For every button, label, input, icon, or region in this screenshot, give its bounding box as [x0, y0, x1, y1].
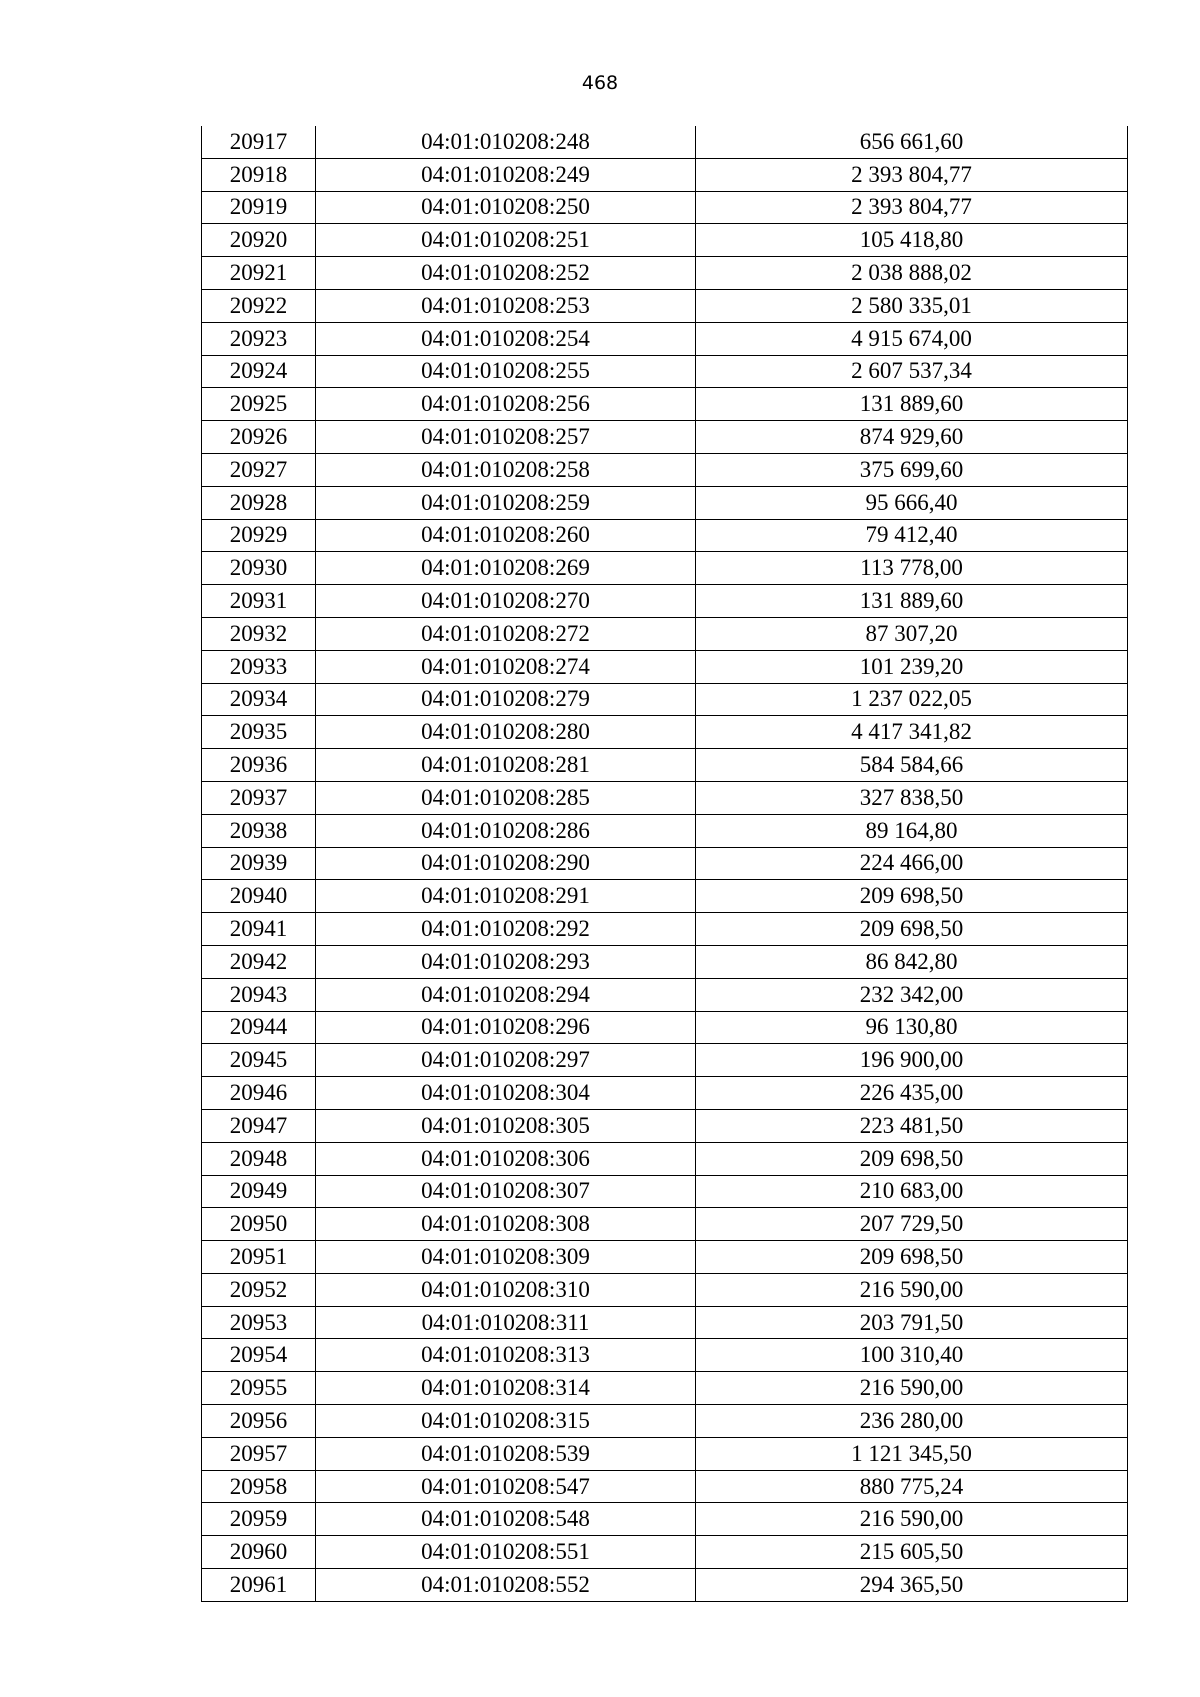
cadastral-number-cell: 04:01:010208:254: [316, 322, 696, 355]
cadastral-value-cell: 2 393 804,77: [696, 158, 1128, 191]
cadastral-number-cell: 04:01:010208:251: [316, 224, 696, 257]
cadastral-value-cell: 100 310,40: [696, 1339, 1128, 1372]
cadastral-number-cell: 04:01:010208:274: [316, 650, 696, 683]
table-body: [202, 126, 1128, 1601]
row-number-cell: 20930: [202, 552, 316, 585]
row-number-cell: 20960: [202, 1536, 316, 1569]
row-number-cell: 20952: [202, 1273, 316, 1306]
cadastral-number-cell: 04:01:010208:250: [316, 191, 696, 224]
row-number-cell: 20926: [202, 421, 316, 454]
table-row: [202, 585, 1128, 618]
row-number-cell: 20953: [202, 1306, 316, 1339]
cadastral-number-cell: 04:01:010208:258: [316, 453, 696, 486]
cadastral-number-cell: 04:01:010208:256: [316, 388, 696, 421]
cadastral-number-cell: 04:01:010208:292: [316, 913, 696, 946]
cadastral-number-cell: 04:01:010208:548: [316, 1503, 696, 1536]
cadastral-value-cell: 232 342,00: [696, 978, 1128, 1011]
row-number-cell: 20920: [202, 224, 316, 257]
row-number-cell: 20949: [202, 1175, 316, 1208]
row-number-cell: 20937: [202, 781, 316, 814]
cadastral-value-cell: 209 698,50: [696, 880, 1128, 913]
row-number-cell: 20924: [202, 355, 316, 388]
table-row: [202, 1470, 1128, 1503]
cadastral-value-cell: 2 038 888,02: [696, 257, 1128, 290]
cadastral-value-cell: 113 778,00: [696, 552, 1128, 585]
row-number-cell: 20957: [202, 1437, 316, 1470]
cadastral-number-cell: 04:01:010208:306: [316, 1142, 696, 1175]
table-row: [202, 880, 1128, 913]
table-row: [202, 552, 1128, 585]
cadastral-value-cell: 207 729,50: [696, 1208, 1128, 1241]
row-number-cell: 20935: [202, 716, 316, 749]
cadastral-number-cell: 04:01:010208:259: [316, 486, 696, 519]
row-number-cell: 20948: [202, 1142, 316, 1175]
cadastral-number-cell: 04:01:010208:552: [316, 1569, 696, 1602]
cadastral-value-cell: 4 417 341,82: [696, 716, 1128, 749]
table-row: [202, 1142, 1128, 1175]
cadastral-number-cell: 04:01:010208:308: [316, 1208, 696, 1241]
cadastral-number-cell: 04:01:010208:294: [316, 978, 696, 1011]
table-row: [202, 322, 1128, 355]
row-number-cell: 20938: [202, 814, 316, 847]
cadastral-value-table: [201, 126, 1128, 1602]
row-number-cell: 20942: [202, 945, 316, 978]
cadastral-number-cell: 04:01:010208:269: [316, 552, 696, 585]
cadastral-number-cell: 04:01:010208:255: [316, 355, 696, 388]
row-number-cell: 20929: [202, 519, 316, 552]
table-row: [202, 486, 1128, 519]
row-number-cell: 20959: [202, 1503, 316, 1536]
table-row: [202, 158, 1128, 191]
cadastral-number-cell: 04:01:010208:290: [316, 847, 696, 880]
table-row: [202, 257, 1128, 290]
table-row: [202, 388, 1128, 421]
table-row: [202, 1372, 1128, 1405]
table-row: [202, 847, 1128, 880]
table-row: [202, 749, 1128, 782]
cadastral-value-cell: 216 590,00: [696, 1372, 1128, 1405]
cadastral-value-cell: 215 605,50: [696, 1536, 1128, 1569]
table-row: [202, 224, 1128, 257]
cadastral-value-cell: 216 590,00: [696, 1273, 1128, 1306]
row-number-cell: 20958: [202, 1470, 316, 1503]
cadastral-value-cell: 223 481,50: [696, 1109, 1128, 1142]
table-row: [202, 1175, 1128, 1208]
row-number-cell: 20927: [202, 453, 316, 486]
cadastral-value-cell: 1 237 022,05: [696, 683, 1128, 716]
table-row: [202, 617, 1128, 650]
cadastral-number-cell: 04:01:010208:248: [316, 126, 696, 158]
cadastral-value-cell: 327 838,50: [696, 781, 1128, 814]
row-number-cell: 20945: [202, 1044, 316, 1077]
cadastral-number-cell: 04:01:010208:551: [316, 1536, 696, 1569]
cadastral-number-cell: 04:01:010208:311: [316, 1306, 696, 1339]
row-number-cell: 20947: [202, 1109, 316, 1142]
cadastral-value-cell: 224 466,00: [696, 847, 1128, 880]
cadastral-number-cell: 04:01:010208:547: [316, 1470, 696, 1503]
cadastral-value-cell: 101 239,20: [696, 650, 1128, 683]
cadastral-number-cell: 04:01:010208:291: [316, 880, 696, 913]
table-row: [202, 1208, 1128, 1241]
table-row: [202, 913, 1128, 946]
cadastral-number-cell: 04:01:010208:293: [316, 945, 696, 978]
cadastral-value-cell: 131 889,60: [696, 585, 1128, 618]
table-row: [202, 716, 1128, 749]
table-row: [202, 683, 1128, 716]
cadastral-number-cell: 04:01:010208:309: [316, 1241, 696, 1274]
cadastral-number-cell: 04:01:010208:296: [316, 1011, 696, 1044]
cadastral-number-cell: 04:01:010208:314: [316, 1372, 696, 1405]
cadastral-value-cell: 105 418,80: [696, 224, 1128, 257]
cadastral-value-cell: 210 683,00: [696, 1175, 1128, 1208]
cadastral-number-cell: 04:01:010208:272: [316, 617, 696, 650]
row-number-cell: 20934: [202, 683, 316, 716]
table-row: [202, 1536, 1128, 1569]
cadastral-number-cell: 04:01:010208:253: [316, 289, 696, 322]
table-row: [202, 1569, 1128, 1602]
table-row: [202, 650, 1128, 683]
cadastral-value-cell: 209 698,50: [696, 1241, 1128, 1274]
row-number-cell: 20931: [202, 585, 316, 618]
cadastral-value-cell: 2 580 335,01: [696, 289, 1128, 322]
cadastral-number-cell: 04:01:010208:270: [316, 585, 696, 618]
row-number-cell: 20922: [202, 289, 316, 322]
cadastral-value-cell: 79 412,40: [696, 519, 1128, 552]
row-number-cell: 20955: [202, 1372, 316, 1405]
cadastral-value-cell: 89 164,80: [696, 814, 1128, 847]
row-number-cell: 20917: [202, 126, 316, 158]
cadastral-value-cell: 216 590,00: [696, 1503, 1128, 1536]
cadastral-number-cell: 04:01:010208:280: [316, 716, 696, 749]
cadastral-value-cell: 96 130,80: [696, 1011, 1128, 1044]
row-number-cell: 20918: [202, 158, 316, 191]
cadastral-value-cell: 209 698,50: [696, 1142, 1128, 1175]
cadastral-number-cell: 04:01:010208:305: [316, 1109, 696, 1142]
row-number-cell: 20936: [202, 749, 316, 782]
row-number-cell: 20933: [202, 650, 316, 683]
row-number-cell: 20946: [202, 1077, 316, 1110]
cadastral-value-cell: 1 121 345,50: [696, 1437, 1128, 1470]
cadastral-value-cell: 294 365,50: [696, 1569, 1128, 1602]
cadastral-number-cell: 04:01:010208:285: [316, 781, 696, 814]
row-number-cell: 20941: [202, 913, 316, 946]
table-row: [202, 1077, 1128, 1110]
cadastral-value-cell: 226 435,00: [696, 1077, 1128, 1110]
cadastral-number-cell: 04:01:010208:260: [316, 519, 696, 552]
cadastral-value-cell: 584 584,66: [696, 749, 1128, 782]
page-number: 468: [581, 72, 619, 94]
cadastral-number-cell: 04:01:010208:304: [316, 1077, 696, 1110]
cadastral-number-cell: 04:01:010208:286: [316, 814, 696, 847]
row-number-cell: 20956: [202, 1405, 316, 1438]
table-row: [202, 1273, 1128, 1306]
cadastral-value-cell: 375 699,60: [696, 453, 1128, 486]
table-row: [202, 519, 1128, 552]
cadastral-number-cell: 04:01:010208:539: [316, 1437, 696, 1470]
table-row: [202, 289, 1128, 322]
cadastral-value-cell: 2 393 804,77: [696, 191, 1128, 224]
cadastral-value-cell: 2 607 537,34: [696, 355, 1128, 388]
row-number-cell: 20951: [202, 1241, 316, 1274]
row-number-cell: 20925: [202, 388, 316, 421]
cadastral-number-cell: 04:01:010208:252: [316, 257, 696, 290]
table-row: [202, 1306, 1128, 1339]
table-row: [202, 814, 1128, 847]
table-row: [202, 781, 1128, 814]
cadastral-value-cell: 209 698,50: [696, 913, 1128, 946]
cadastral-number-cell: 04:01:010208:313: [316, 1339, 696, 1372]
cadastral-value-cell: 95 666,40: [696, 486, 1128, 519]
table-row: [202, 1241, 1128, 1274]
table-row: [202, 978, 1128, 1011]
cadastral-number-cell: 04:01:010208:315: [316, 1405, 696, 1438]
row-number-cell: 20940: [202, 880, 316, 913]
table-row: [202, 355, 1128, 388]
row-number-cell: 20921: [202, 257, 316, 290]
table-row: [202, 1405, 1128, 1438]
table-row: [202, 1011, 1128, 1044]
table-row: [202, 453, 1128, 486]
row-number-cell: 20923: [202, 322, 316, 355]
cadastral-value-cell: 87 307,20: [696, 617, 1128, 650]
cadastral-value-cell: 656 661,60: [696, 126, 1128, 158]
row-number-cell: 20944: [202, 1011, 316, 1044]
row-number-cell: 20919: [202, 191, 316, 224]
row-number-cell: 20943: [202, 978, 316, 1011]
cadastral-value-cell: 131 889,60: [696, 388, 1128, 421]
table-row: [202, 945, 1128, 978]
row-number-cell: 20928: [202, 486, 316, 519]
cadastral-number-cell: 04:01:010208:257: [316, 421, 696, 454]
cadastral-number-cell: 04:01:010208:249: [316, 158, 696, 191]
cadastral-number-cell: 04:01:010208:310: [316, 1273, 696, 1306]
cadastral-value-cell: 86 842,80: [696, 945, 1128, 978]
row-number-cell: 20950: [202, 1208, 316, 1241]
table-row: [202, 126, 1128, 158]
cadastral-number-cell: 04:01:010208:307: [316, 1175, 696, 1208]
row-number-cell: 20961: [202, 1569, 316, 1602]
cadastral-value-cell: 4 915 674,00: [696, 322, 1128, 355]
cadastral-value-cell: 196 900,00: [696, 1044, 1128, 1077]
row-number-cell: 20932: [202, 617, 316, 650]
table-row: [202, 1437, 1128, 1470]
cadastral-value-cell: 236 280,00: [696, 1405, 1128, 1438]
row-number-cell: 20954: [202, 1339, 316, 1372]
table-row: [202, 1044, 1128, 1077]
row-number-cell: 20939: [202, 847, 316, 880]
table-row: [202, 1109, 1128, 1142]
table-row: [202, 1339, 1128, 1372]
table-row: [202, 421, 1128, 454]
cadastral-value-cell: 880 775,24: [696, 1470, 1128, 1503]
table-row: [202, 191, 1128, 224]
cadastral-number-cell: 04:01:010208:279: [316, 683, 696, 716]
cadastral-number-cell: 04:01:010208:281: [316, 749, 696, 782]
table-row: [202, 1503, 1128, 1536]
cadastral-value-cell: 874 929,60: [696, 421, 1128, 454]
cadastral-value-cell: 203 791,50: [696, 1306, 1128, 1339]
cadastral-number-cell: 04:01:010208:297: [316, 1044, 696, 1077]
